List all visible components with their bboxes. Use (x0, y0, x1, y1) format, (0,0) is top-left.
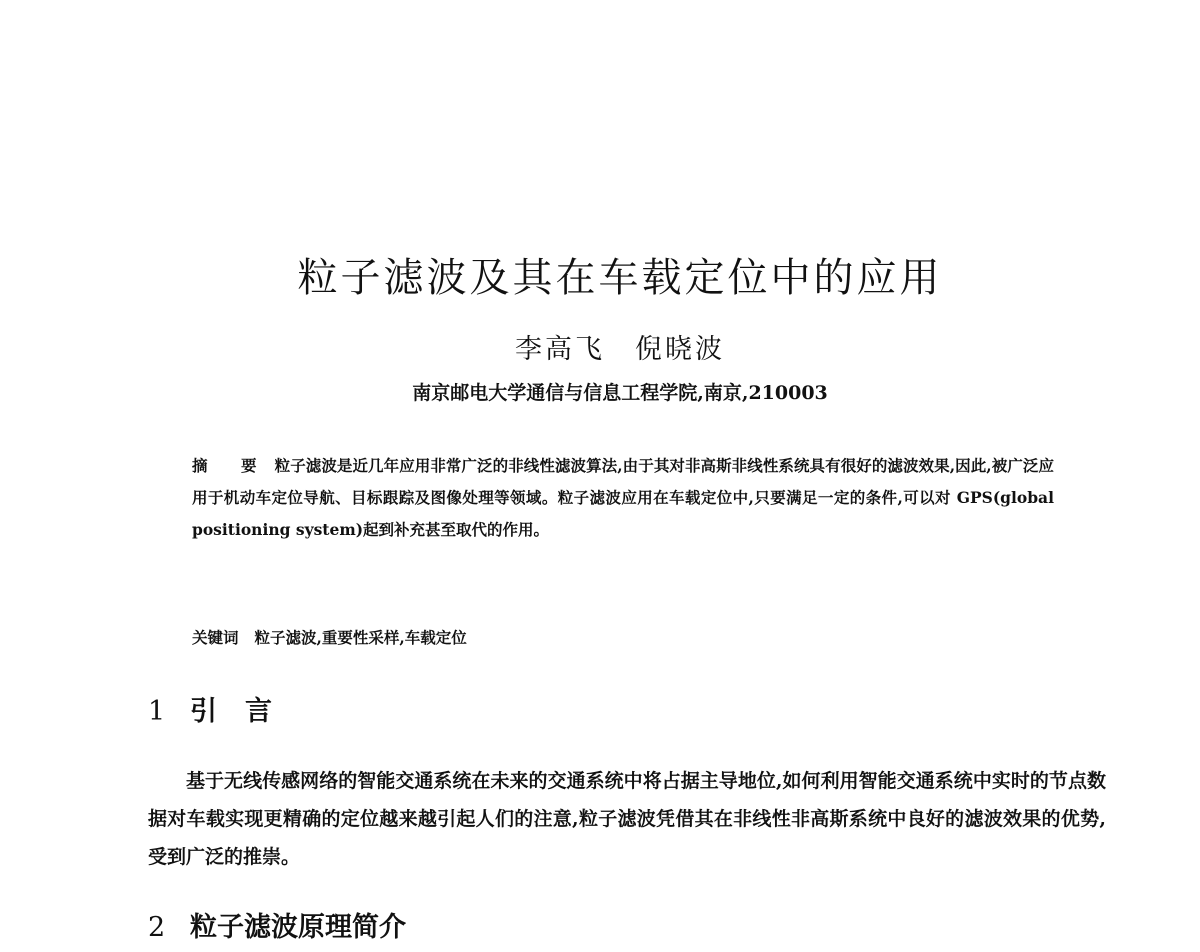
author-name: 李高飞 (515, 334, 605, 365)
author-affiliation: 南京邮电大学通信与信息工程学院,南京,210003 (412, 382, 828, 404)
keywords-text: 粒子滤波,重要性采样,车载定位 (254, 628, 467, 647)
section-heading-introduction (148, 694, 300, 730)
section-heading-principle (148, 910, 406, 946)
section-paragraph: 基于无线传感网络的智能交通系统在未来的交通系统中将占据主导地位,如何利用智能交通系统中实时的节点数据对车载实现更精确的定位越来越引起人们的注意,粒子滤波凭借其在非线性非高斯系统中良好的滤波效果的优势,受到广泛的推崇。 (148, 770, 1106, 868)
keywords-label: 关键词 (192, 628, 239, 647)
section-number: 1 (148, 696, 166, 727)
author-list (0, 332, 1200, 368)
paper-title: 粒子滤波及其在车载定位中的应用 (297, 255, 943, 301)
section-number: 2 (148, 912, 166, 943)
abstract (192, 450, 1054, 546)
section-title: 引言 (190, 696, 300, 727)
section-title: 粒子滤波原理简介 (190, 912, 406, 943)
abstract-label: 摘 要 (192, 456, 271, 475)
keywords (192, 622, 1054, 654)
author-name: 倪晓波 (635, 334, 725, 365)
abstract-text: 粒子滤波是近几年应用非常广泛的非线性滤波算法,由于其对非高斯非线性系统具有很好的滤波效果,因此,被广泛应用于机动车定位导航、目标跟踪及图像处理等领域。粒子滤波应用在车载定位中,只要满足一定的条件,可以对 GPS(global positioning system)起到补充甚至取代的作用。 (192, 456, 1054, 539)
